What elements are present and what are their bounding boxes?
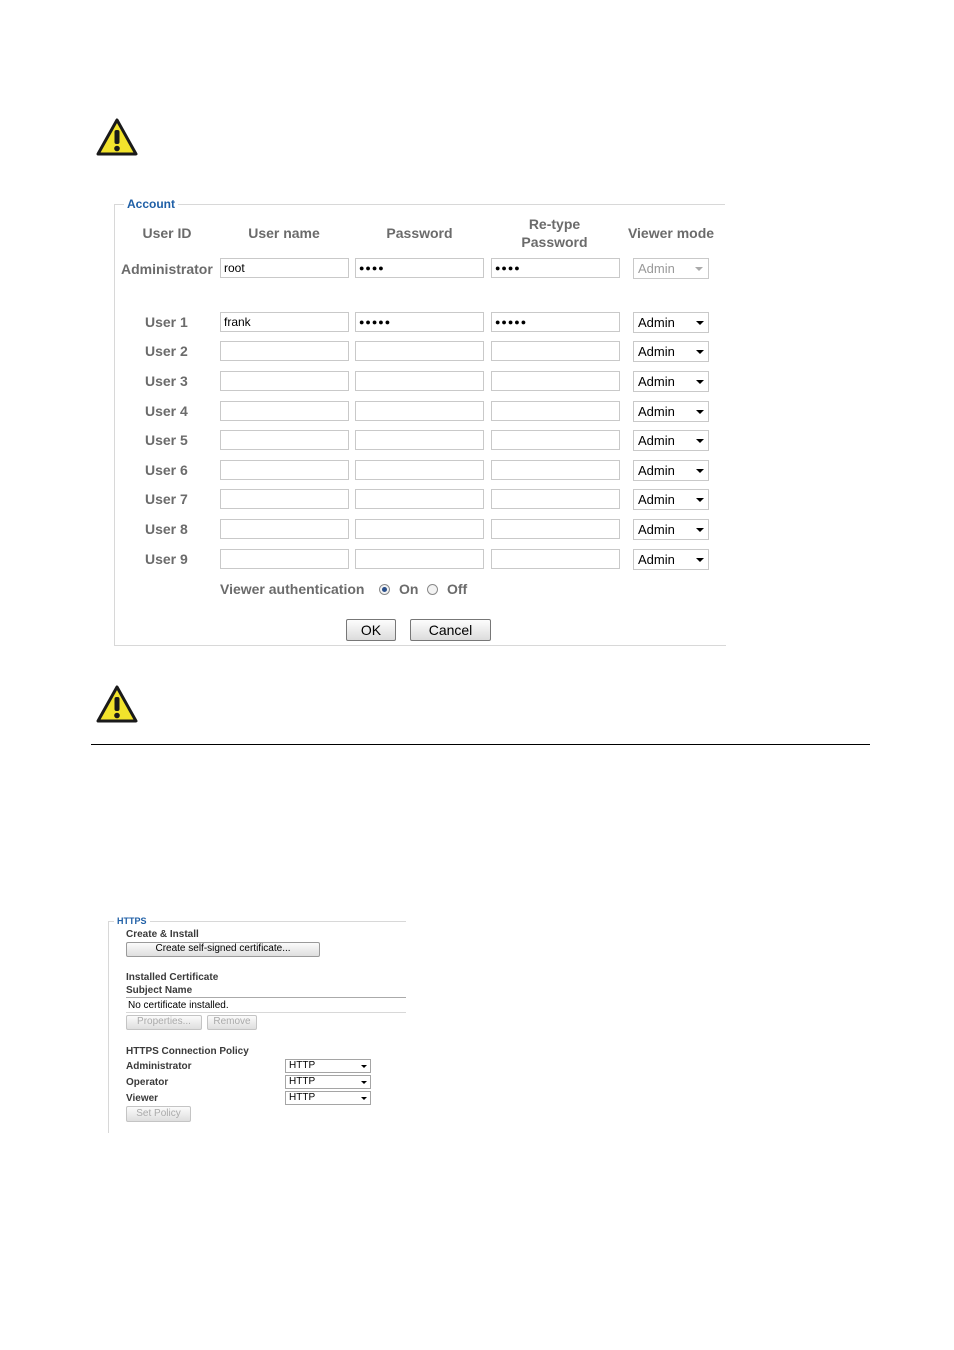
chevron-down-icon (361, 1097, 367, 1100)
viewer-auth-off-label: Off (447, 581, 468, 597)
chevron-down-icon (696, 350, 704, 354)
admin-retype-input[interactable]: ●●●● (491, 258, 620, 278)
warning-icon (95, 684, 139, 724)
user-2-password-input[interactable] (355, 341, 484, 361)
user-7-label: User 7 (145, 491, 188, 507)
user-6-label: User 6 (145, 462, 188, 478)
viewer-auth-off-radio[interactable] (427, 584, 438, 595)
header-retype-line1: Re-type (528, 216, 581, 232)
ok-button[interactable]: OK (346, 619, 396, 641)
header-user-id: User ID (142, 225, 192, 241)
user-3-label: User 3 (145, 373, 188, 389)
admin-username-input[interactable]: root (220, 258, 349, 278)
user-2-retype-input[interactable] (491, 341, 620, 361)
user-9-label: User 9 (145, 551, 188, 567)
user-3-username-input[interactable] (220, 371, 349, 391)
user-5-viewer-mode-value: Admin (638, 433, 675, 448)
policy-administrator-label: Administrator (126, 1061, 192, 1072)
set-policy-button[interactable]: Set Policy (126, 1106, 191, 1122)
user-6-password-input[interactable] (355, 460, 484, 480)
chevron-down-icon (696, 469, 704, 473)
user-3-viewer-mode-select[interactable] (633, 371, 709, 392)
policy-viewer-value: HTTP (289, 1092, 316, 1103)
certificate-table-bottom-line (126, 1012, 406, 1013)
connection-policy-label: HTTPS Connection Policy (126, 1046, 249, 1057)
user-2-username-input[interactable] (220, 341, 349, 361)
user-1-retype-input[interactable]: ●●●●● (491, 312, 620, 332)
user-6-viewer-mode-select[interactable] (633, 460, 709, 481)
admin-viewer-mode-select (633, 258, 709, 279)
policy-operator-value: HTTP (289, 1076, 316, 1087)
https-legend: HTTPS (114, 916, 150, 926)
viewer-auth-on-label: On (399, 581, 419, 597)
create-install-label: Create & Install (126, 929, 199, 940)
chevron-down-icon (695, 267, 703, 271)
chevron-down-icon (696, 410, 704, 414)
admin-viewer-mode-value: Admin (638, 261, 675, 276)
section-divider (91, 744, 870, 745)
user-2-label: User 2 (145, 343, 188, 359)
user-1-label: User 1 (145, 314, 188, 330)
https-frame-top (108, 921, 406, 922)
user-1-viewer-mode-select[interactable] (633, 312, 709, 333)
user-5-username-input[interactable] (220, 430, 349, 450)
chevron-down-icon (361, 1065, 367, 1068)
user-5-viewer-mode-select[interactable] (633, 430, 709, 451)
user-2-viewer-mode-select[interactable] (633, 341, 709, 362)
chevron-down-icon (696, 321, 704, 325)
header-retype (490, 215, 619, 251)
user-5-password-input[interactable] (355, 430, 484, 450)
user-8-viewer-mode-value: Admin (638, 522, 675, 537)
user-7-username-input[interactable] (220, 489, 349, 509)
user-9-password-input[interactable] (355, 549, 484, 569)
user-8-password-input[interactable] (355, 519, 484, 539)
user-5-label: User 5 (145, 432, 188, 448)
user-3-viewer-mode-value: Admin (638, 374, 675, 389)
user-7-retype-input[interactable] (491, 489, 620, 509)
policy-administrator-value: HTTP (289, 1060, 316, 1071)
user-4-retype-input[interactable] (491, 401, 620, 421)
viewer-auth-on-radio[interactable] (379, 584, 390, 595)
user-9-viewer-mode-value: Admin (638, 552, 675, 567)
user-7-viewer-mode-select[interactable] (633, 489, 709, 510)
user-7-password-input[interactable] (355, 489, 484, 509)
policy-operator-label: Operator (126, 1077, 169, 1088)
user-8-viewer-mode-select[interactable] (633, 519, 709, 540)
account-legend: Account (124, 197, 178, 211)
user-8-label: User 8 (145, 521, 188, 537)
user-3-retype-input[interactable] (491, 371, 620, 391)
header-viewer-mode: Viewer mode (627, 225, 715, 241)
cancel-button[interactable]: Cancel (410, 619, 491, 641)
user-5-retype-input[interactable] (491, 430, 620, 450)
admin-label: Administrator (121, 261, 213, 277)
remove-button[interactable]: Remove (207, 1015, 257, 1030)
user-4-viewer-mode-value: Admin (638, 404, 675, 419)
header-user-name: User name (248, 225, 320, 241)
chevron-down-icon (361, 1081, 367, 1084)
subject-name-label: Subject Name (126, 985, 193, 996)
policy-administrator-select[interactable] (285, 1059, 371, 1073)
user-4-viewer-mode-select[interactable] (633, 401, 709, 422)
warning-icon (95, 117, 139, 157)
user-6-viewer-mode-value: Admin (638, 463, 675, 478)
user-9-retype-input[interactable] (491, 549, 620, 569)
certificate-table-header-line (126, 997, 406, 998)
no-certificate-text: No certificate installed. (128, 1000, 229, 1011)
header-password: Password (386, 225, 453, 241)
user-9-username-input[interactable] (220, 549, 349, 569)
chevron-down-icon (696, 380, 704, 384)
user-1-username-input[interactable]: frank (220, 312, 349, 332)
policy-viewer-label: Viewer (126, 1093, 159, 1104)
user-3-password-input[interactable] (355, 371, 484, 391)
user-8-username-input[interactable] (220, 519, 349, 539)
user-2-viewer-mode-value: Admin (638, 344, 675, 359)
user-8-retype-input[interactable] (491, 519, 620, 539)
user-4-username-input[interactable] (220, 401, 349, 421)
installed-certificate-label: Installed Certificate (126, 972, 219, 983)
chevron-down-icon (696, 528, 704, 532)
policy-operator-select[interactable] (285, 1075, 371, 1089)
user-1-viewer-mode-value: Admin (638, 315, 675, 330)
properties-button[interactable]: Properties... (126, 1015, 202, 1030)
user-6-retype-input[interactable] (491, 460, 620, 480)
user-4-password-input[interactable] (355, 401, 484, 421)
admin-password-input[interactable]: ●●●● (355, 258, 484, 278)
chevron-down-icon (696, 558, 704, 562)
policy-viewer-select[interactable] (285, 1091, 371, 1105)
create-certificate-button[interactable]: Create self-signed certificate... (126, 942, 320, 957)
user-1-password-input[interactable]: ●●●●● (355, 312, 484, 332)
user-7-viewer-mode-value: Admin (638, 492, 675, 507)
chevron-down-icon (696, 498, 704, 502)
https-frame-left (108, 921, 109, 1133)
user-9-viewer-mode-select[interactable] (633, 549, 709, 570)
header-retype-line2: Password (521, 234, 588, 250)
viewer-auth-label: Viewer authentication (220, 581, 365, 597)
user-4-label: User 4 (145, 403, 188, 419)
user-6-username-input[interactable] (220, 460, 349, 480)
chevron-down-icon (696, 439, 704, 443)
